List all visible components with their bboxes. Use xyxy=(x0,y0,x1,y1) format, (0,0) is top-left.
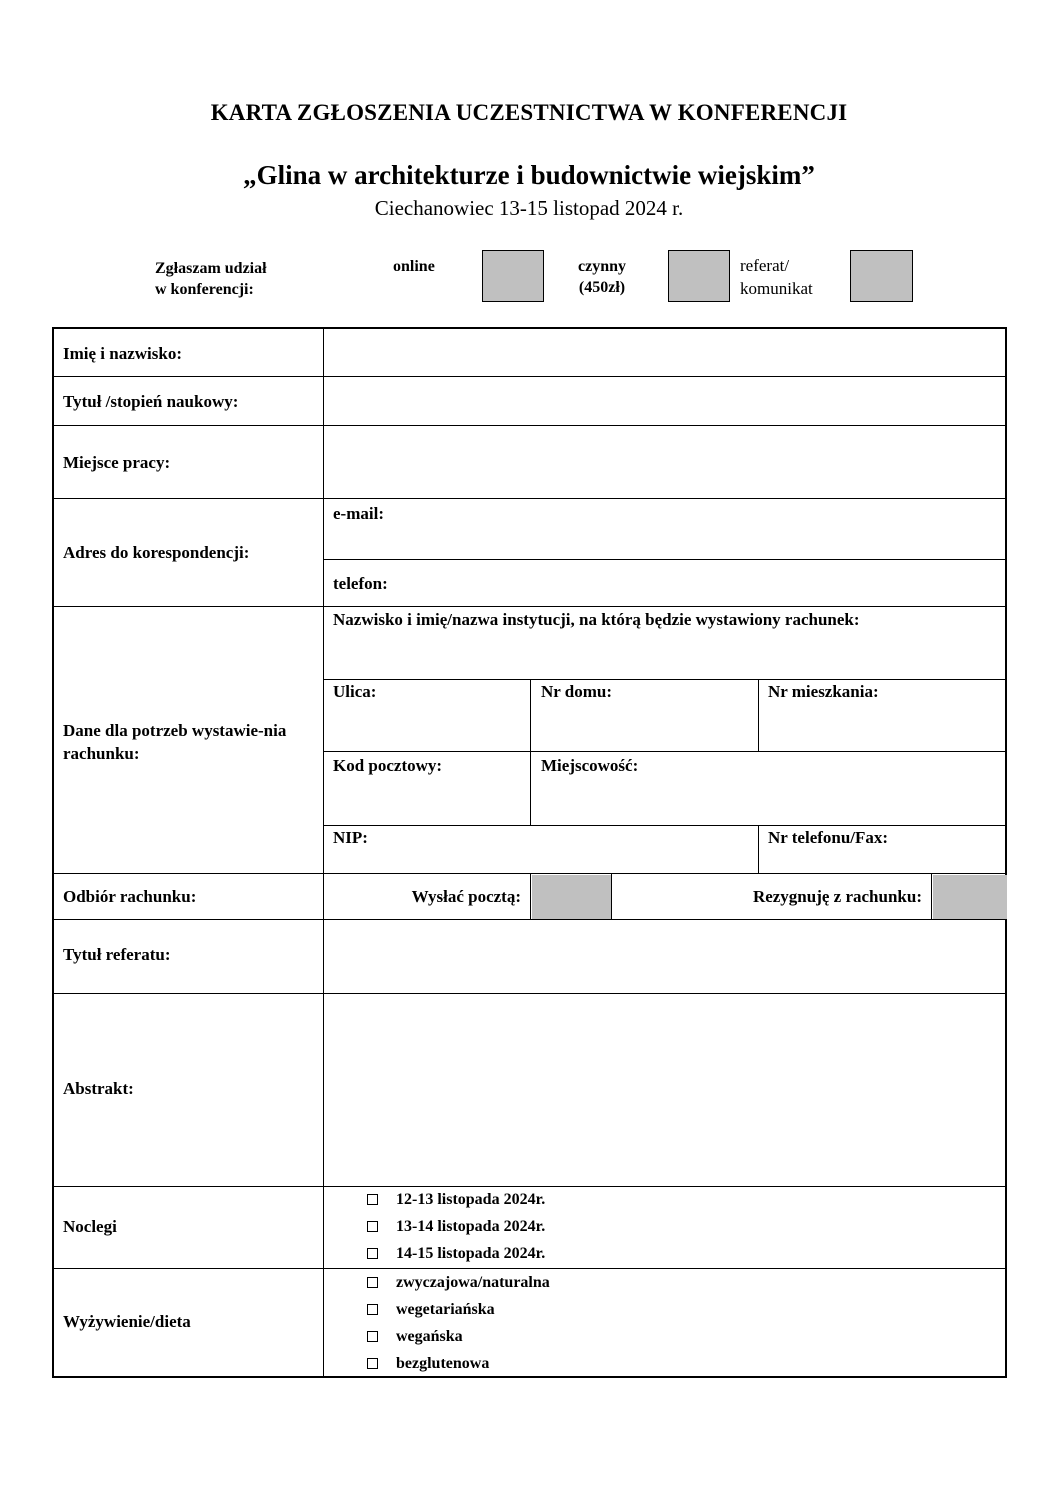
street-label: Ulica: xyxy=(333,682,377,701)
nip-field[interactable] xyxy=(325,827,758,873)
paper-label: referat/ komunikat xyxy=(740,256,813,298)
diet-option[interactable]: wegetariańska xyxy=(367,1301,495,1319)
receipt-label: Odbiór rachunku: xyxy=(63,887,197,906)
workplace-field[interactable] xyxy=(325,427,1007,498)
degree-label: Tytuł /stopień naukowy: xyxy=(63,392,239,411)
phone-field[interactable] xyxy=(325,561,1007,606)
street-field[interactable] xyxy=(325,681,530,751)
invoice-name-label: Nazwisko i imię/nazwa instytucji, na którą będzie wystawiony rachunek: xyxy=(333,610,860,629)
checkbox-icon[interactable] xyxy=(367,1331,378,1342)
send-post-label: Wysłać pocztą: xyxy=(411,887,521,906)
phone-fax-field[interactable] xyxy=(760,827,1007,873)
form-title: KARTA ZGŁOSZENIA UCZESTNICTWA W KONFERENCJI xyxy=(210,100,848,125)
diet-option[interactable]: wegańska xyxy=(367,1328,463,1346)
checkbox-icon[interactable] xyxy=(367,1221,378,1232)
invoice-name-field[interactable] xyxy=(325,608,1007,679)
diet-option[interactable]: zwyczajowa/naturalna xyxy=(367,1274,550,1292)
city-field[interactable] xyxy=(532,753,1007,825)
name-label: Imię i nazwisko: xyxy=(63,344,182,363)
paper-title-field[interactable] xyxy=(325,921,1007,992)
postcode-label: Kod pocztowy: xyxy=(333,756,443,775)
postcode-field[interactable] xyxy=(325,753,530,825)
diet-option[interactable]: bezglutenowa xyxy=(367,1355,489,1373)
house-number-field[interactable] xyxy=(532,681,758,751)
abstract-field[interactable] xyxy=(325,995,1007,1185)
flat-number-field[interactable] xyxy=(760,681,1007,751)
lodging-label: Noclegi xyxy=(63,1217,117,1236)
workplace-label: Miejsce pracy: xyxy=(63,453,171,472)
name-field[interactable] xyxy=(325,329,1007,376)
lodging-option[interactable]: 14-15 listopada 2024r. xyxy=(367,1245,545,1263)
online-checkbox[interactable] xyxy=(482,250,544,302)
phone-label: telefon: xyxy=(333,574,388,593)
send-post-checkbox[interactable] xyxy=(532,875,611,919)
lodging-option[interactable]: 12-13 listopada 2024r. xyxy=(367,1191,545,1209)
diet-label: Wyżywienie/dieta xyxy=(63,1312,191,1331)
active-participation-checkbox[interactable] xyxy=(668,250,730,302)
checkbox-icon[interactable] xyxy=(367,1248,378,1259)
nip-label: NIP: xyxy=(333,828,368,847)
flat-number-label: Nr mieszkania: xyxy=(768,682,879,701)
checkbox-icon[interactable] xyxy=(367,1358,378,1369)
conference-date-place: Ciechanowiec 13-15 listopad 2024 r. xyxy=(374,196,684,220)
paper-checkbox[interactable] xyxy=(850,250,913,302)
address-label: Adres do korespondencji: xyxy=(63,543,250,562)
checkbox-icon[interactable] xyxy=(367,1304,378,1315)
degree-field[interactable] xyxy=(325,378,1007,425)
resign-checkbox[interactable] xyxy=(933,875,1007,919)
lodging-option[interactable]: 13-14 listopada 2024r. xyxy=(367,1218,545,1236)
city-label: Miejscowość: xyxy=(541,756,639,775)
invoice-label: Dane dla potrzeb wystawie-nia rachunku: xyxy=(63,721,287,763)
checkbox-icon[interactable] xyxy=(367,1194,378,1205)
resign-label: Rezygnuję z rachunku: xyxy=(752,887,922,906)
checkbox-icon[interactable] xyxy=(367,1277,378,1288)
online-label: online xyxy=(393,258,435,275)
phone-fax-label: Nr telefonu/Fax: xyxy=(768,828,889,847)
conference-name: „Glina w architekturze i budownictwie wiejskim” xyxy=(243,160,815,190)
paper-title-label: Tytuł referatu: xyxy=(63,945,171,964)
email-field[interactable] xyxy=(325,500,1007,558)
registration-form xyxy=(52,327,1007,1378)
abstract-label: Abstrakt: xyxy=(63,1079,134,1098)
email-label: e-mail: xyxy=(333,504,384,523)
active-participation-label: czynny (450zł) xyxy=(578,258,626,296)
participation-label: Zgłaszam udział w konferencji: xyxy=(155,260,267,298)
house-number-label: Nr domu: xyxy=(541,682,612,701)
column-divider xyxy=(323,329,324,1378)
